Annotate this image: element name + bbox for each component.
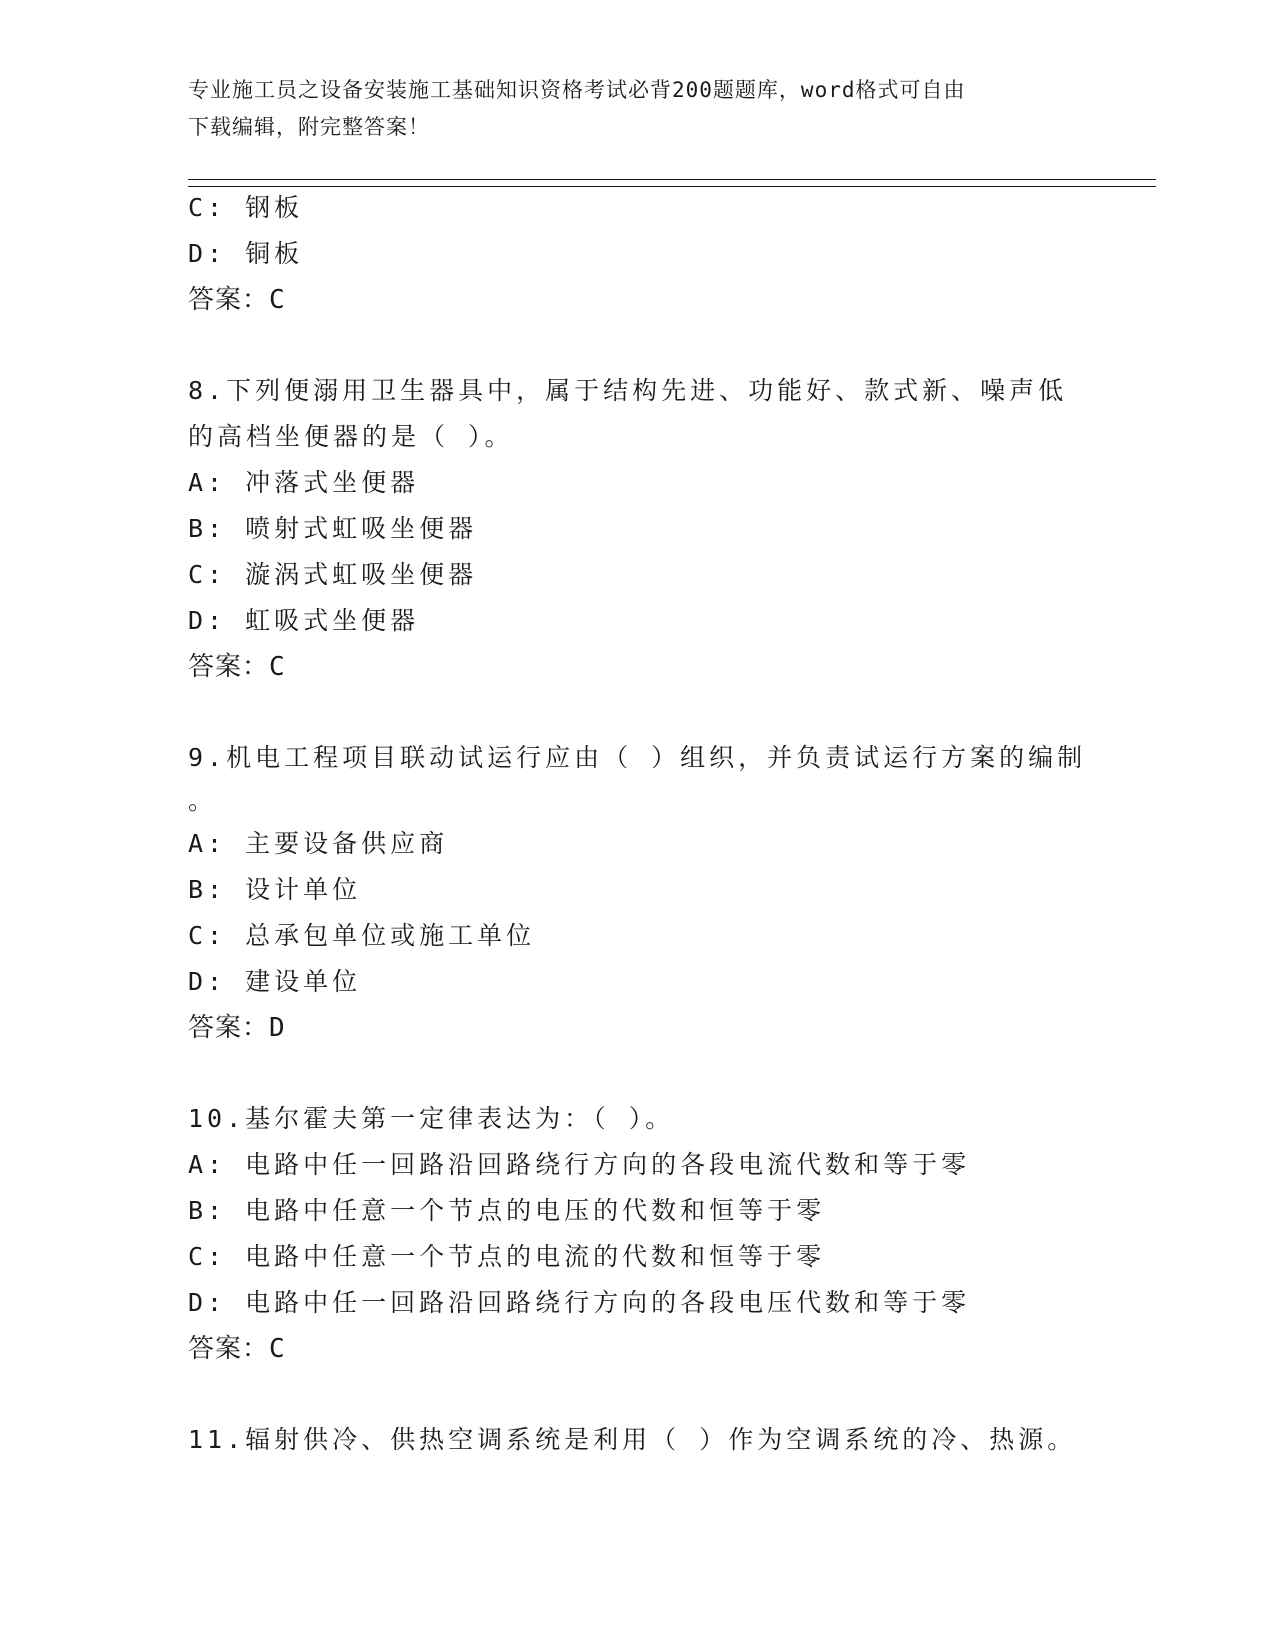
- spacer: [188, 1372, 1088, 1417]
- q9-stem-line-2: 。: [188, 786, 218, 815]
- q8-option-d: D: 虹吸式坐便器: [188, 606, 420, 635]
- header-title-line-2: 下载编辑，附完整答案！: [188, 115, 430, 139]
- question-11: [188, 1417, 1088, 1463]
- q9-option-a: A: 主要设备供应商: [188, 829, 449, 858]
- q8-option-c: C: 漩涡式虹吸坐便器: [188, 560, 478, 589]
- header-title-line-1: 专业施工员之设备安装施工基础知识资格考试必背200题题库，word格式可自由: [188, 78, 966, 102]
- spacer: [188, 323, 1088, 368]
- q10-option-b: B: 电路中任意一个节点的电压的代数和恒等于零: [188, 1196, 826, 1225]
- q10-option-a: A: 电路中任一回路沿回路绕行方向的各段电流代数和等于零: [188, 1150, 971, 1179]
- question-8: [188, 368, 1088, 690]
- q9-option-b: B: 设计单位: [188, 875, 362, 904]
- spacer: [188, 1051, 1088, 1096]
- q8-option-b: B: 喷射式虹吸坐便器: [188, 514, 478, 543]
- q9-option-c: C: 总承包单位或施工单位: [188, 921, 536, 950]
- spacer: [188, 690, 1088, 735]
- question-10: [188, 1096, 1088, 1372]
- question-list: [188, 185, 1088, 1463]
- q8-option-a: A: 冲落式坐便器: [188, 468, 420, 497]
- q7-answer: 答案：C: [188, 285, 286, 315]
- q7-option-d: D: 铜板: [188, 239, 304, 268]
- q9-answer: 答案：D: [188, 1013, 286, 1043]
- document-header: [188, 72, 1088, 146]
- q7-option-c: C: 钢板: [188, 193, 304, 222]
- q11-stem-line-1: 11.辐射供冷、供热空调系统是利用（ ）作为空调系统的冷、热源。: [188, 1425, 1077, 1454]
- q8-answer: 答案：C: [188, 652, 286, 682]
- q10-option-c: C: 电路中任意一个节点的电流的代数和恒等于零: [188, 1242, 826, 1271]
- q10-option-d: D: 电路中任一回路沿回路绕行方向的各段电压代数和等于零: [188, 1288, 971, 1317]
- q9-option-d: D: 建设单位: [188, 967, 362, 996]
- question-7-tail: [188, 185, 1088, 323]
- q10-answer: 答案：C: [188, 1334, 286, 1364]
- q10-stem-line-1: 10.基尔霍夫第一定律表达为：（ ）。: [188, 1104, 675, 1133]
- q8-stem-line-2: 的高档坐便器的是（ ）。: [188, 422, 514, 451]
- q8-stem-line-1: 8.下列便溺用卫生器具中，属于结构先进、功能好、款式新、噪声低: [188, 376, 1068, 405]
- q9-stem-line-1: 9.机电工程项目联动试运行应由（ ）组织，并负责试运行方案的编制: [188, 743, 1087, 772]
- question-9: [188, 735, 1088, 1051]
